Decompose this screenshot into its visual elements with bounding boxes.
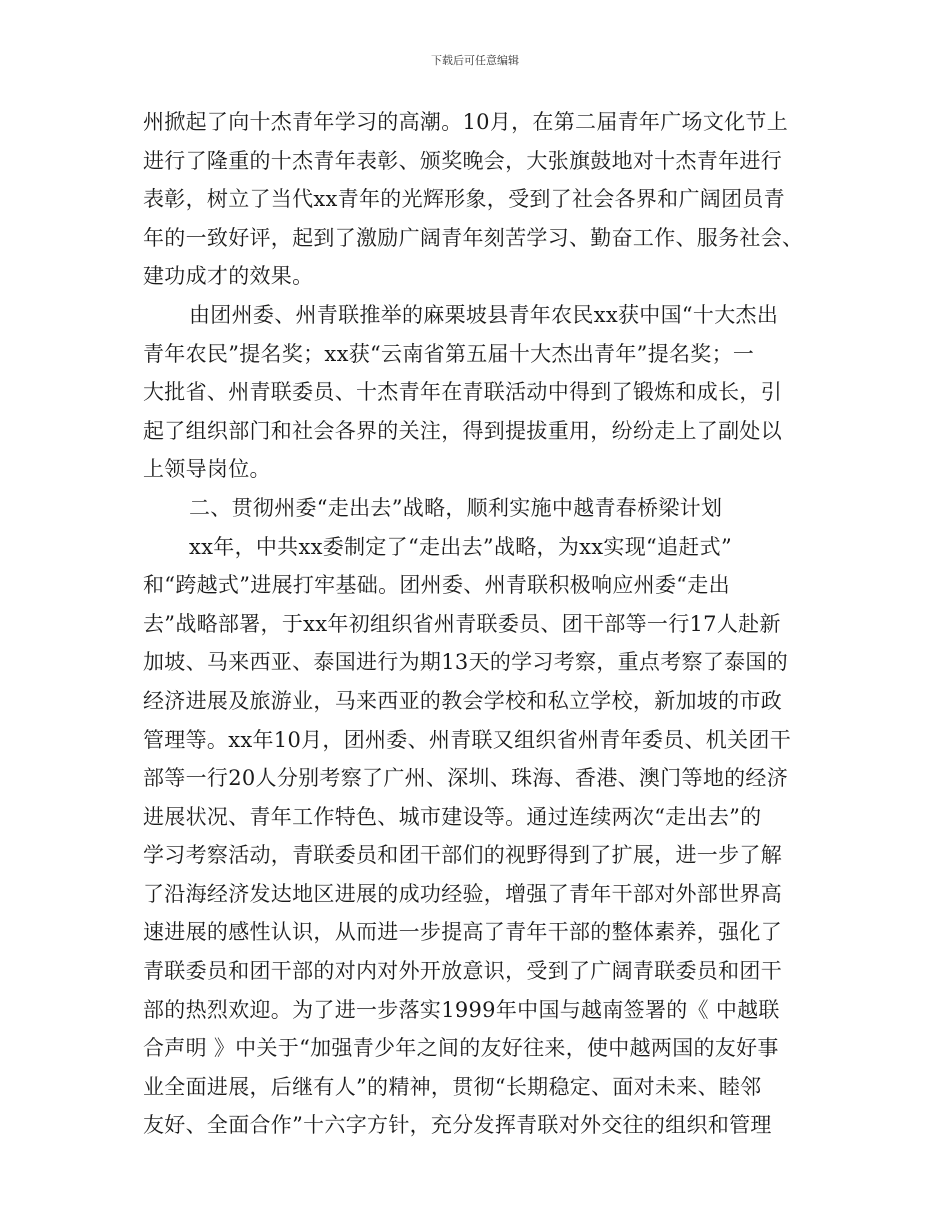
text-line: 经济进展及旅游业，马来西亚的教会学校和私立学校，新加坡的市政: [143, 688, 782, 713]
text-line: 二、贯彻州委“走出去”战略，顺利实施中越青春桥梁计划: [189, 495, 723, 520]
document-body: [143, 103, 808, 1145]
page-header: 下载后可任意编辑: [431, 54, 519, 67]
text-line: 去”战略部署，于xx年初组织省州青联委员、团干部等一行17人赴新: [143, 611, 781, 636]
text-line: 友好、全面合作”十六字方针，充分发挥青联对外交往的组织和管理: [143, 1113, 772, 1138]
text-line: 学习考察活动，青联委员和团干部们的视野得到了扩展，进一步了解: [143, 843, 782, 868]
text-line: 州掀起了向十杰青年学习的高潮。10月，在第二届青年广场文化节上: [143, 110, 789, 134]
section-heading: [143, 489, 808, 528]
text-line: 上领导岗位。: [143, 457, 271, 482]
text-line: 表彰，树立了当代xx青年的光辉形象，受到了社会各界和广阔团员青: [143, 187, 785, 212]
text-line: 年的一致好评，起到了激励广阔青年刻苦学习、勤奋工作、服务社会、: [143, 225, 804, 250]
text-line: 大批省、州青联委员、十杰青年在青联活动中得到了锻炼和成长，引: [143, 380, 782, 405]
text-line: 部等一行20人分别考察了广州、深圳、珠海、香港、澳门等地的经济: [143, 766, 789, 791]
paragraph: [143, 296, 808, 489]
text-line: 加坡、马来西亚、泰国进行为期13天的学习考察，重点考察了泰国的: [143, 650, 789, 675]
text-line: 部的热烈欢迎。为了进一步落实1999年中国与越南签署的《 中越联: [143, 997, 780, 1022]
text-line: 起了组织部门和社会各界的关注，得到提拔重用，纷纷走上了副处以: [143, 418, 782, 443]
text-line: 青联委员和团干部的对内对外开放意识，受到了广阔青联委员和团干: [143, 959, 782, 984]
text-line: 管理等。xx年10月，团州委、州青联又组织省州青年委员、机关团干: [143, 727, 792, 752]
text-line: 业全面进展，后继有人”的精神，贯彻“长期稳定、面对未来、睦邻: [143, 1074, 762, 1099]
paragraph: [143, 528, 808, 1146]
text-line: 由团州委、州青联推举的麻栗坡县青年农民xx获中国“十大杰出: [189, 302, 779, 327]
text-line: 速进展的感性认识，从而进一步提高了青年干部的整体素养，强化了: [143, 920, 782, 945]
text-line: 建功成才的效果。: [143, 264, 314, 289]
text-line: xx年，中共xx委制定了“走出去”战略，为xx实现“追赶式”: [189, 534, 733, 559]
text-line: 进行了隆重的十杰青年表彰、颁奖晚会，大张旗鼓地对十杰青年进行: [143, 148, 782, 173]
text-line: 青年农民”提名奖；xx获“云南省第五届十大杰出青年”提名奖；一: [143, 341, 755, 366]
text-line: 合声明 》中关于“加强青少年之间的友好往来，使中越两国的友好事: [143, 1036, 779, 1061]
text-line: 和“跨越式”进展打牢基础。团州委、州青联积极响应州委“走出: [143, 573, 730, 598]
paragraph: [143, 103, 808, 296]
text-line: 了沿海经济发达地区进展的成功经验，增强了青年干部对外部世界高: [143, 881, 782, 906]
text-line: 进展状况、青年工作特色、城市建设等。通过连续两次“走出去”的: [143, 804, 762, 829]
